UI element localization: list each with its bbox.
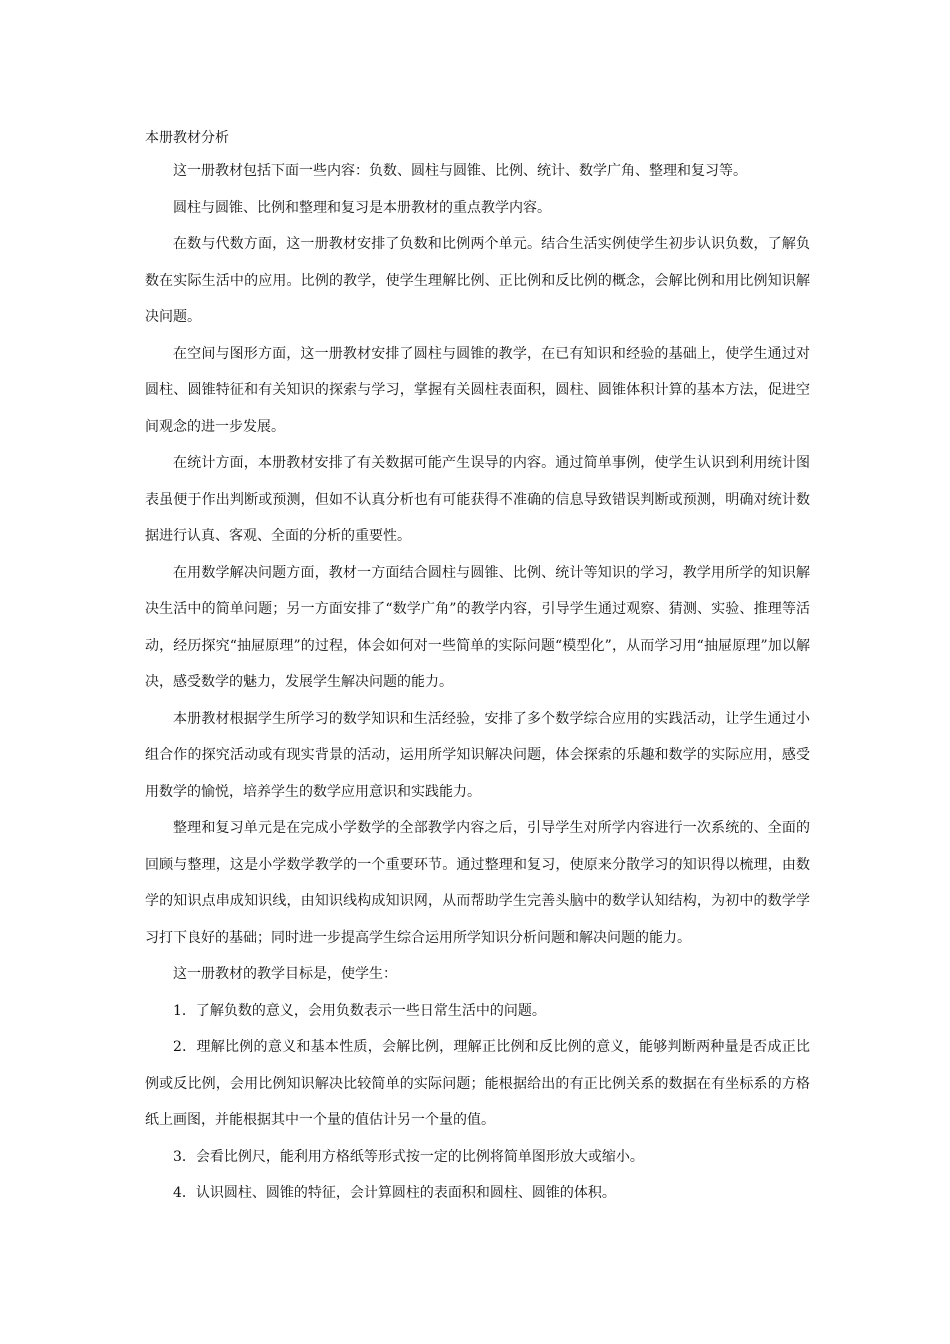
paragraph-goals-intro: 这一册教材的教学目标是，使学生：: [173, 966, 397, 982]
paragraph-practice-activities: 本册教材根据学生所学习的数学知识和生活经验，安排了多个数学综合应用的实践活动，让学生通过小组合作的探究活动或有现实背景的活动，运用所学知识解决问题，体会探索的乐趣和数学的实际应用，感受用数学的愉悦，培养学生的数学应用意识和实践能力。: [145, 710, 810, 800]
list-item-goal-3: 3．会看比例尺，能利用方格纸等形式按一定的比例将简单图形放大或缩小。: [173, 1148, 644, 1165]
list-item-goal-2: 2．理解比例的意义和基本性质，会解比例，理解正比例和反比例的意义，能够判断两种量是否成正比例或反比例，会用比例知识解决比较简单的实际问题；能根据给出的有正比例关系的数据在有坐标系的方格纸上画图，并能根据其中一个量的值估计另一个量的值。: [145, 1039, 810, 1128]
paragraph-number-algebra: 在数与代数方面，这一册教材安排了负数和比例两个单元。结合生活实例使学生初步认识负数，了解负数在实际生活中的应用。比例的教学，使学生理解比例、正比例和反比例的概念，会解比例和用比例知识解决问题。: [145, 236, 810, 325]
paragraph-space-geometry: 在空间与图形方面，这一册教材安排了圆柱与圆锥的教学，在已有知识和经验的基础上，使学生通过对圆柱、圆锥特征和有关知识的探索与学习，掌握有关圆柱表面积，圆柱、圆锥体积计算的基本方法，促进空间观念的进一步发展。: [145, 345, 810, 435]
paragraph-problem-solving: 在用数学解决问题方面，教材一方面结合圆柱与圆锥、比例、统计等知识的学习，教学用所学的知识解决生活中的简单问题；另一方面安排了“数学广角”的教学内容，引导学生通过观察、猜测、实验、推理等活动，经历探究“抽屉原理”的过程，体会如何对一些简单的实际问题“模型化”，从而学习用“抽屉原理”加以解决，感受数学的魅力，发展学生解决问题的能力。: [145, 564, 810, 690]
list-item-goal-4: 4．认识圆柱、圆锥的特征，会计算圆柱的表面积和圆柱、圆锥的体积。: [173, 1185, 616, 1201]
list-item-goal-1: 1．了解负数的意义，会用负数表示一些日常生活中的问题。: [173, 1002, 546, 1019]
paragraph-contents-overview: 这一册教材包括下面一些内容：负数、圆柱与圆锥、比例、统计、数学广角、整理和复习等。: [173, 163, 747, 179]
paragraph-review-unit: 整理和复习单元是在完成小学数学的全部教学内容之后，引导学生对所学内容进行一次系统的、全面的回顾与整理，这是小学数学教学的一个重要环节。通过整理和复习，使原来分散学习的知识得以梳理，由数学的知识点串成知识线，由知识线构成知识网，从而帮助学生完善头脑中的数学认知结构，为初中的数学学习打下良好的基础；同时进一步提高学生综合运用所学知识分析问题和解决问题的能力。: [145, 820, 810, 946]
document-title: 本册教材分析: [145, 130, 229, 146]
paragraph-statistics: 在统计方面，本册教材安排了有关数据可能产生误导的内容。通过简单事例，使学生认识到利用统计图表虽便于作出判断或预测，但如不认真分析也有可能获得不准确的信息导致错误判断或预测，明确对统计数据进行认真、客观、全面的分析的重要性。: [145, 455, 810, 544]
paragraph-key-content: 圆柱与圆锥、比例和整理和复习是本册教材的重点教学内容。: [173, 199, 551, 216]
document-body: [145, 123, 810, 1212]
